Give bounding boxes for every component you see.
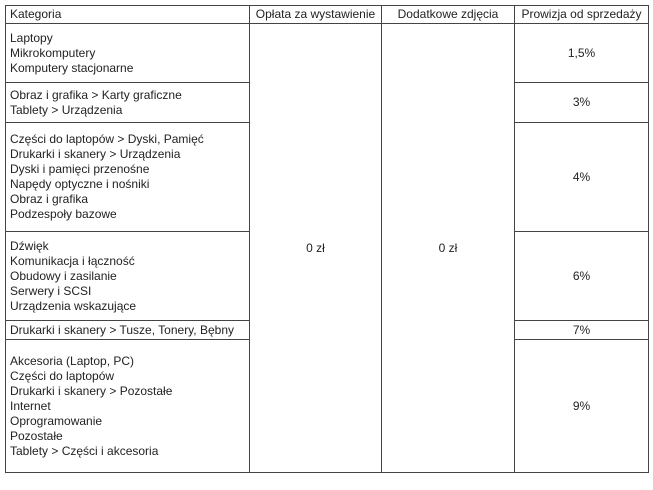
header-extra-photos: Dodatkowe zdjęcia: [382, 6, 515, 24]
category-item: Serwery i SCSI: [10, 283, 92, 298]
header-category: Kategoria: [6, 6, 250, 24]
category-cell: [6, 340, 250, 473]
category-item: Dźwięk: [10, 238, 49, 253]
listing-fee-cell: 0 zł: [250, 24, 382, 473]
category-item: Urządzenia wskazujące: [10, 298, 137, 313]
category-item: Mikrokomputery: [10, 45, 96, 60]
header-commission: Prowizja od sprzedaży: [515, 6, 649, 24]
category-item: Obraz i grafika > Karty graficzne: [10, 87, 182, 102]
category-item: Komputery stacjonarne: [10, 60, 134, 75]
category-cell: [6, 123, 250, 232]
category-item: Komunikacja i łączność: [10, 253, 135, 268]
commission-cell: 1,5%: [515, 24, 649, 83]
category-item: Drukarki i skanery > Tusze, Tonery, Bębny: [10, 322, 234, 337]
category-item: Napędy optyczne i nośniki: [10, 177, 150, 191]
category-item: Pozostałe: [10, 428, 63, 443]
category-item: Drukarki i skanery > Pozostałe: [10, 383, 173, 398]
table-row: [6, 24, 649, 83]
category-item: Oprogramowanie: [10, 413, 103, 428]
category-item: Internet: [10, 398, 51, 413]
category-item: Akcesoria (Laptop, PC): [10, 353, 135, 368]
commission-cell: 4%: [515, 123, 649, 232]
category-item: Drukarki i skanery > Urządzenia: [10, 147, 181, 161]
category-cell: [6, 83, 250, 123]
category-item: Podzespoły bazowe: [10, 207, 117, 221]
category-item: Tablety > Części i akcesoria: [10, 443, 159, 458]
category-cell: [6, 232, 250, 321]
extra-photos-cell: 0 zł: [382, 24, 515, 473]
commission-cell: 6%: [515, 232, 649, 321]
header-listing-fee: Opłata za wystawienie: [250, 6, 382, 24]
commission-cell: 3%: [515, 83, 649, 123]
category-item: Części do laptopów > Dyski, Pamięć: [10, 132, 204, 146]
category-item: Części do laptopów: [10, 368, 115, 383]
category-item: Obudowy i zasilanie: [10, 268, 117, 283]
category-item: Tablety > Urządzenia: [10, 102, 123, 117]
category-cell: [6, 321, 250, 340]
commission-cell: 7%: [515, 321, 649, 340]
category-item: Laptopy: [10, 30, 53, 45]
category-item: Obraz i grafika: [10, 192, 89, 206]
category-item: Dyski i pamięci przenośne: [10, 162, 150, 176]
header-row: [6, 6, 649, 24]
commission-table: [5, 5, 649, 473]
category-cell: [6, 24, 250, 83]
commission-cell: 9%: [515, 340, 649, 473]
